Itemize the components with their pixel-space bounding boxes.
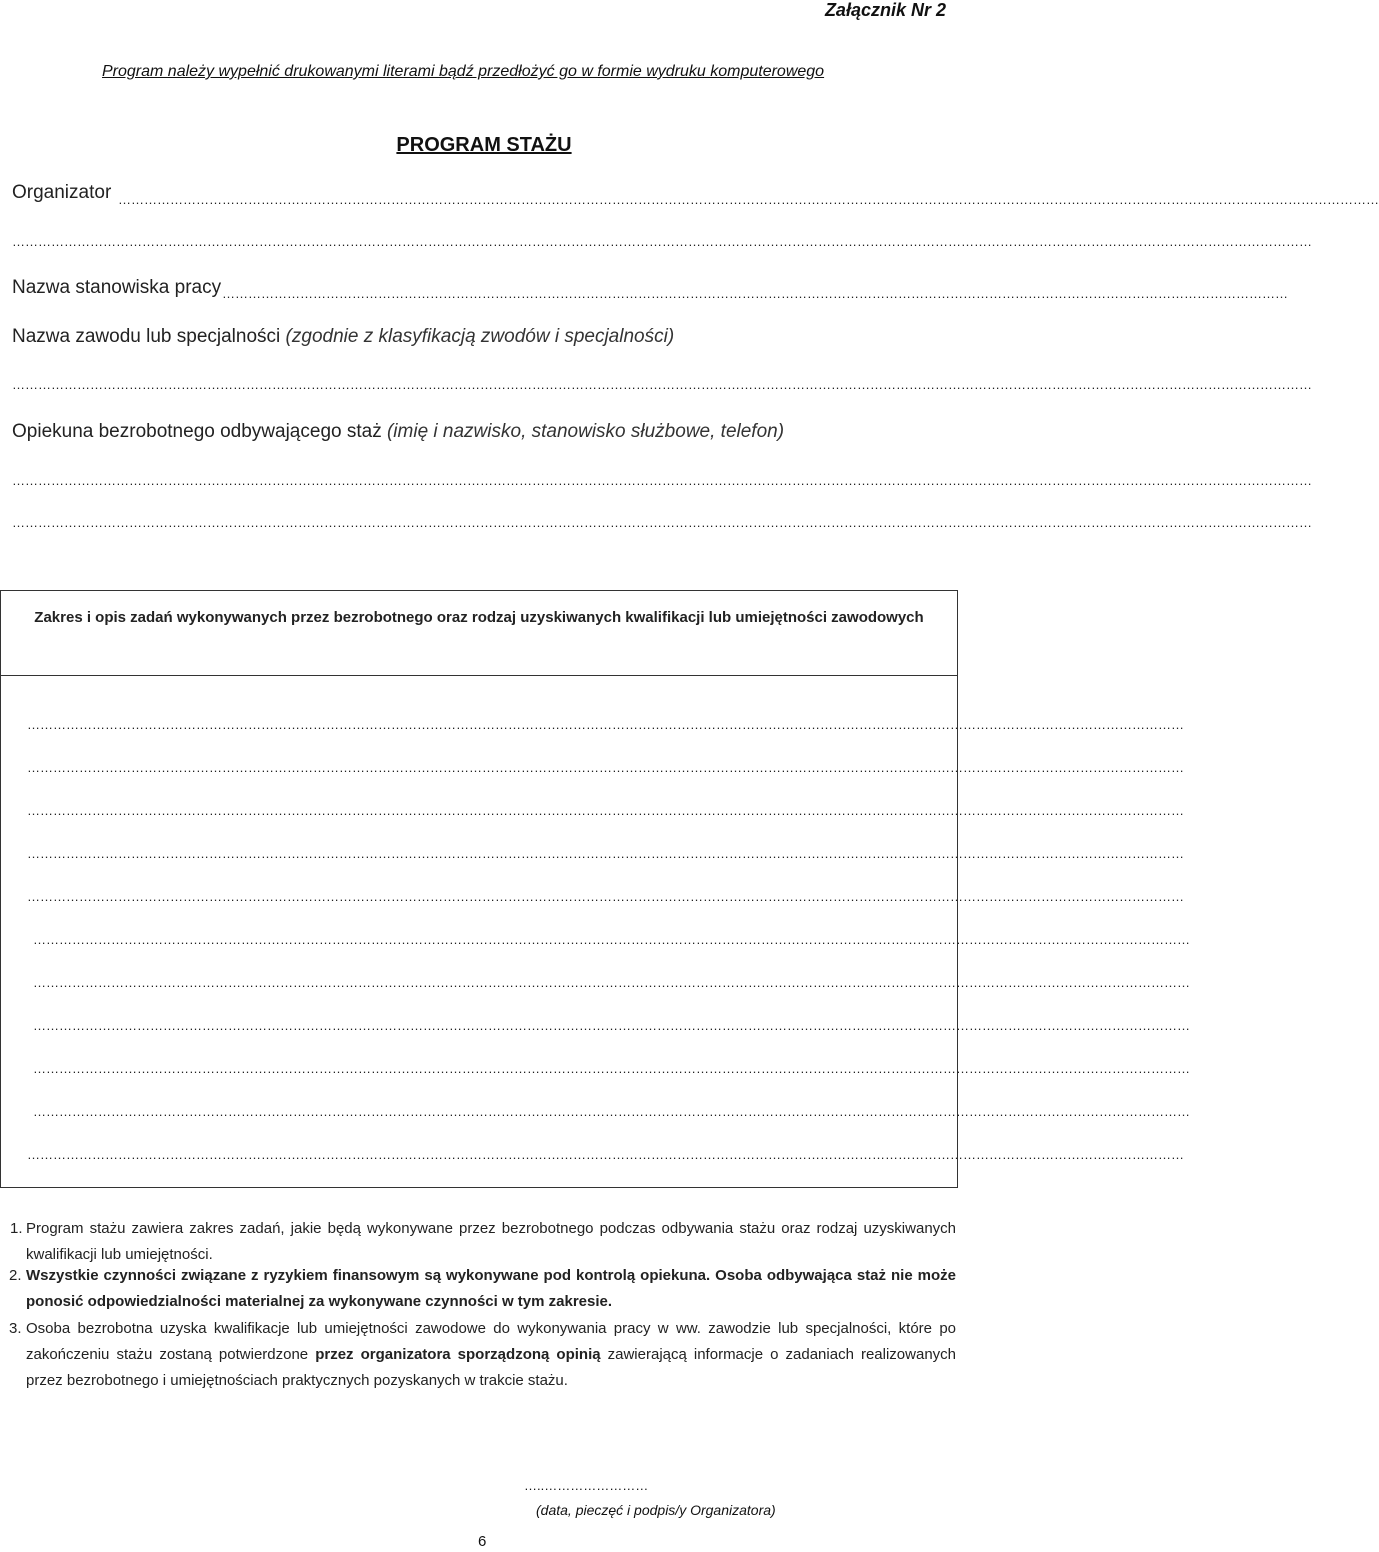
- scope-fill-line: ……………………………………………………………………………………………………………………………………………………………………………………………………………………………………………: [27, 717, 1184, 732]
- note-number: 2.: [9, 1267, 22, 1284]
- page-title: PROGRAM STAŻU: [396, 134, 572, 156]
- scope-fill-line: ……………………………………………………………………………………………………………………………………………………………………………………………………………………………………………: [27, 760, 1184, 775]
- scope-table-header: Zakres i opis zadań wykonywanych przez bezrobotnego oraz rodzaj uzyskiwanych kwalifikacji lub umiejętności zawodowych: [0, 590, 958, 676]
- organizer-fill-line-2: …………………………………………………………………………………………………………………………………………………………………………………………………………………………………………………………………………: [12, 234, 1312, 249]
- scope-fill-line: ……………………………………………………………………………………………………………………………………………………………………………………………………………………………………………: [27, 803, 1184, 818]
- organizer-label: Organizator: [12, 182, 112, 203]
- fill-instruction: Program należy wypełnić drukowanymi literami bądź przedłożyć go w formie wydruku komputerowego: [102, 63, 825, 80]
- page-number: 6: [478, 1533, 487, 1550]
- guardian-fill-line-2: …………………………………………………………………………………………………………………………………………………………………………………………………………………………………………………………………………: [12, 515, 1312, 530]
- note-text: zawierającą informacje o zadaniach realizowanych przez bezrobotnego i umiejętnościach praktycznych pozyskanych w trakcie stażu.: [26, 1346, 957, 1389]
- scope-fill-line: ……………………………………………………………………………………………………………………………………………………………………………………………………………………………………………: [27, 1147, 1184, 1162]
- organizer-field: [12, 182, 111, 204]
- signature-label: (data, pieczęć i podpis/y Organizatora): [536, 1502, 776, 1518]
- guardian-fill-line-1: …………………………………………………………………………………………………………………………………………………………………………………………………………………………………………………………………………: [12, 473, 1312, 488]
- scope-fill-line: ……………………………………………………………………………………………………………………………………………………………………………………………………………………………………………: [27, 889, 1184, 904]
- note-text: Wszystkie czynności związane z ryzykiem finansowym są wykonywane pod kontrolą opiekuna. Osoba odbywająca staż nie może ponosić odpowiedzialności materialnej za wykonywane czynności w tym zakresie.: [26, 1267, 956, 1310]
- note-text: Program stażu zawiera zakres zadań, jakie będą wykonywane przez bezrobotnego podczas odbywania stażu oraz rodzaj uzyskiwanych kwalifikacji lub umiejętności.: [26, 1220, 956, 1263]
- scope-fill-line: ……………………………………………………………………………………………………………………………………………………………………………………………………………………………………………: [27, 846, 1184, 861]
- note-text: Osoba bezrobotna uzyska kwalifikacje lub umiejętności zawodowe do wykonywania pracy w ww. zawodzie lub specjalności, które po zakończeniu stażu zostaną potwierdzone: [26, 1320, 956, 1363]
- profession-label: Nazwa zawodu lub specjalności: [12, 326, 281, 347]
- position-label: Nazwa stanowiska pracy: [12, 277, 222, 298]
- position-field: [12, 277, 221, 299]
- note-text-emphasis: przez organizatora sporządzoną opinią: [315, 1346, 601, 1363]
- scope-fill-line: ……………………………………………………………………………………………………………………………………………………………………………………………………………………………………………: [33, 932, 1190, 947]
- scope-fill-line: ……………………………………………………………………………………………………………………………………………………………………………………………………………………………………………: [33, 1061, 1190, 1076]
- scope-fill-line: ……………………………………………………………………………………………………………………………………………………………………………………………………………………………………………: [33, 1018, 1190, 1033]
- scope-fill-line: ……………………………………………………………………………………………………………………………………………………………………………………………………………………………………………: [33, 975, 1190, 990]
- scope-table-body: [0, 676, 1190, 1188]
- scope-fill-line: ……………………………………………………………………………………………………………………………………………………………………………………………………………………………………………: [33, 1104, 1190, 1119]
- guardian-field: [12, 421, 784, 443]
- note-1: [10, 1216, 956, 1268]
- organizer-fill-line: …………………………………………………………………………………………………………………………………………………………………………………………………………………………………………………………………: [118, 192, 1379, 207]
- note-number: 1.: [10, 1220, 23, 1237]
- note-number: 3.: [9, 1320, 22, 1337]
- annex-number: Załącznik Nr 2: [824, 0, 946, 20]
- signature-fill-line: …..……………………: [524, 1478, 649, 1493]
- profession-fill-line: …………………………………………………………………………………………………………………………………………………………………………………………………………………………………………………………………………: [12, 377, 1312, 392]
- guardian-label: Opiekuna bezrobotnego odbywającego staż: [12, 421, 382, 442]
- position-fill-line: …………………………………………………………………………………………………………………………………………………………………………………………………………………………: [222, 286, 1288, 301]
- profession-note: (zgodnie z klasyfikacją zwodów i specjalności): [285, 326, 675, 347]
- profession-field: [12, 326, 674, 348]
- note-2: [9, 1263, 956, 1315]
- note-3: [9, 1316, 957, 1394]
- guardian-note: (imię i nazwisko, stanowisko służbowe, telefon): [386, 421, 785, 442]
